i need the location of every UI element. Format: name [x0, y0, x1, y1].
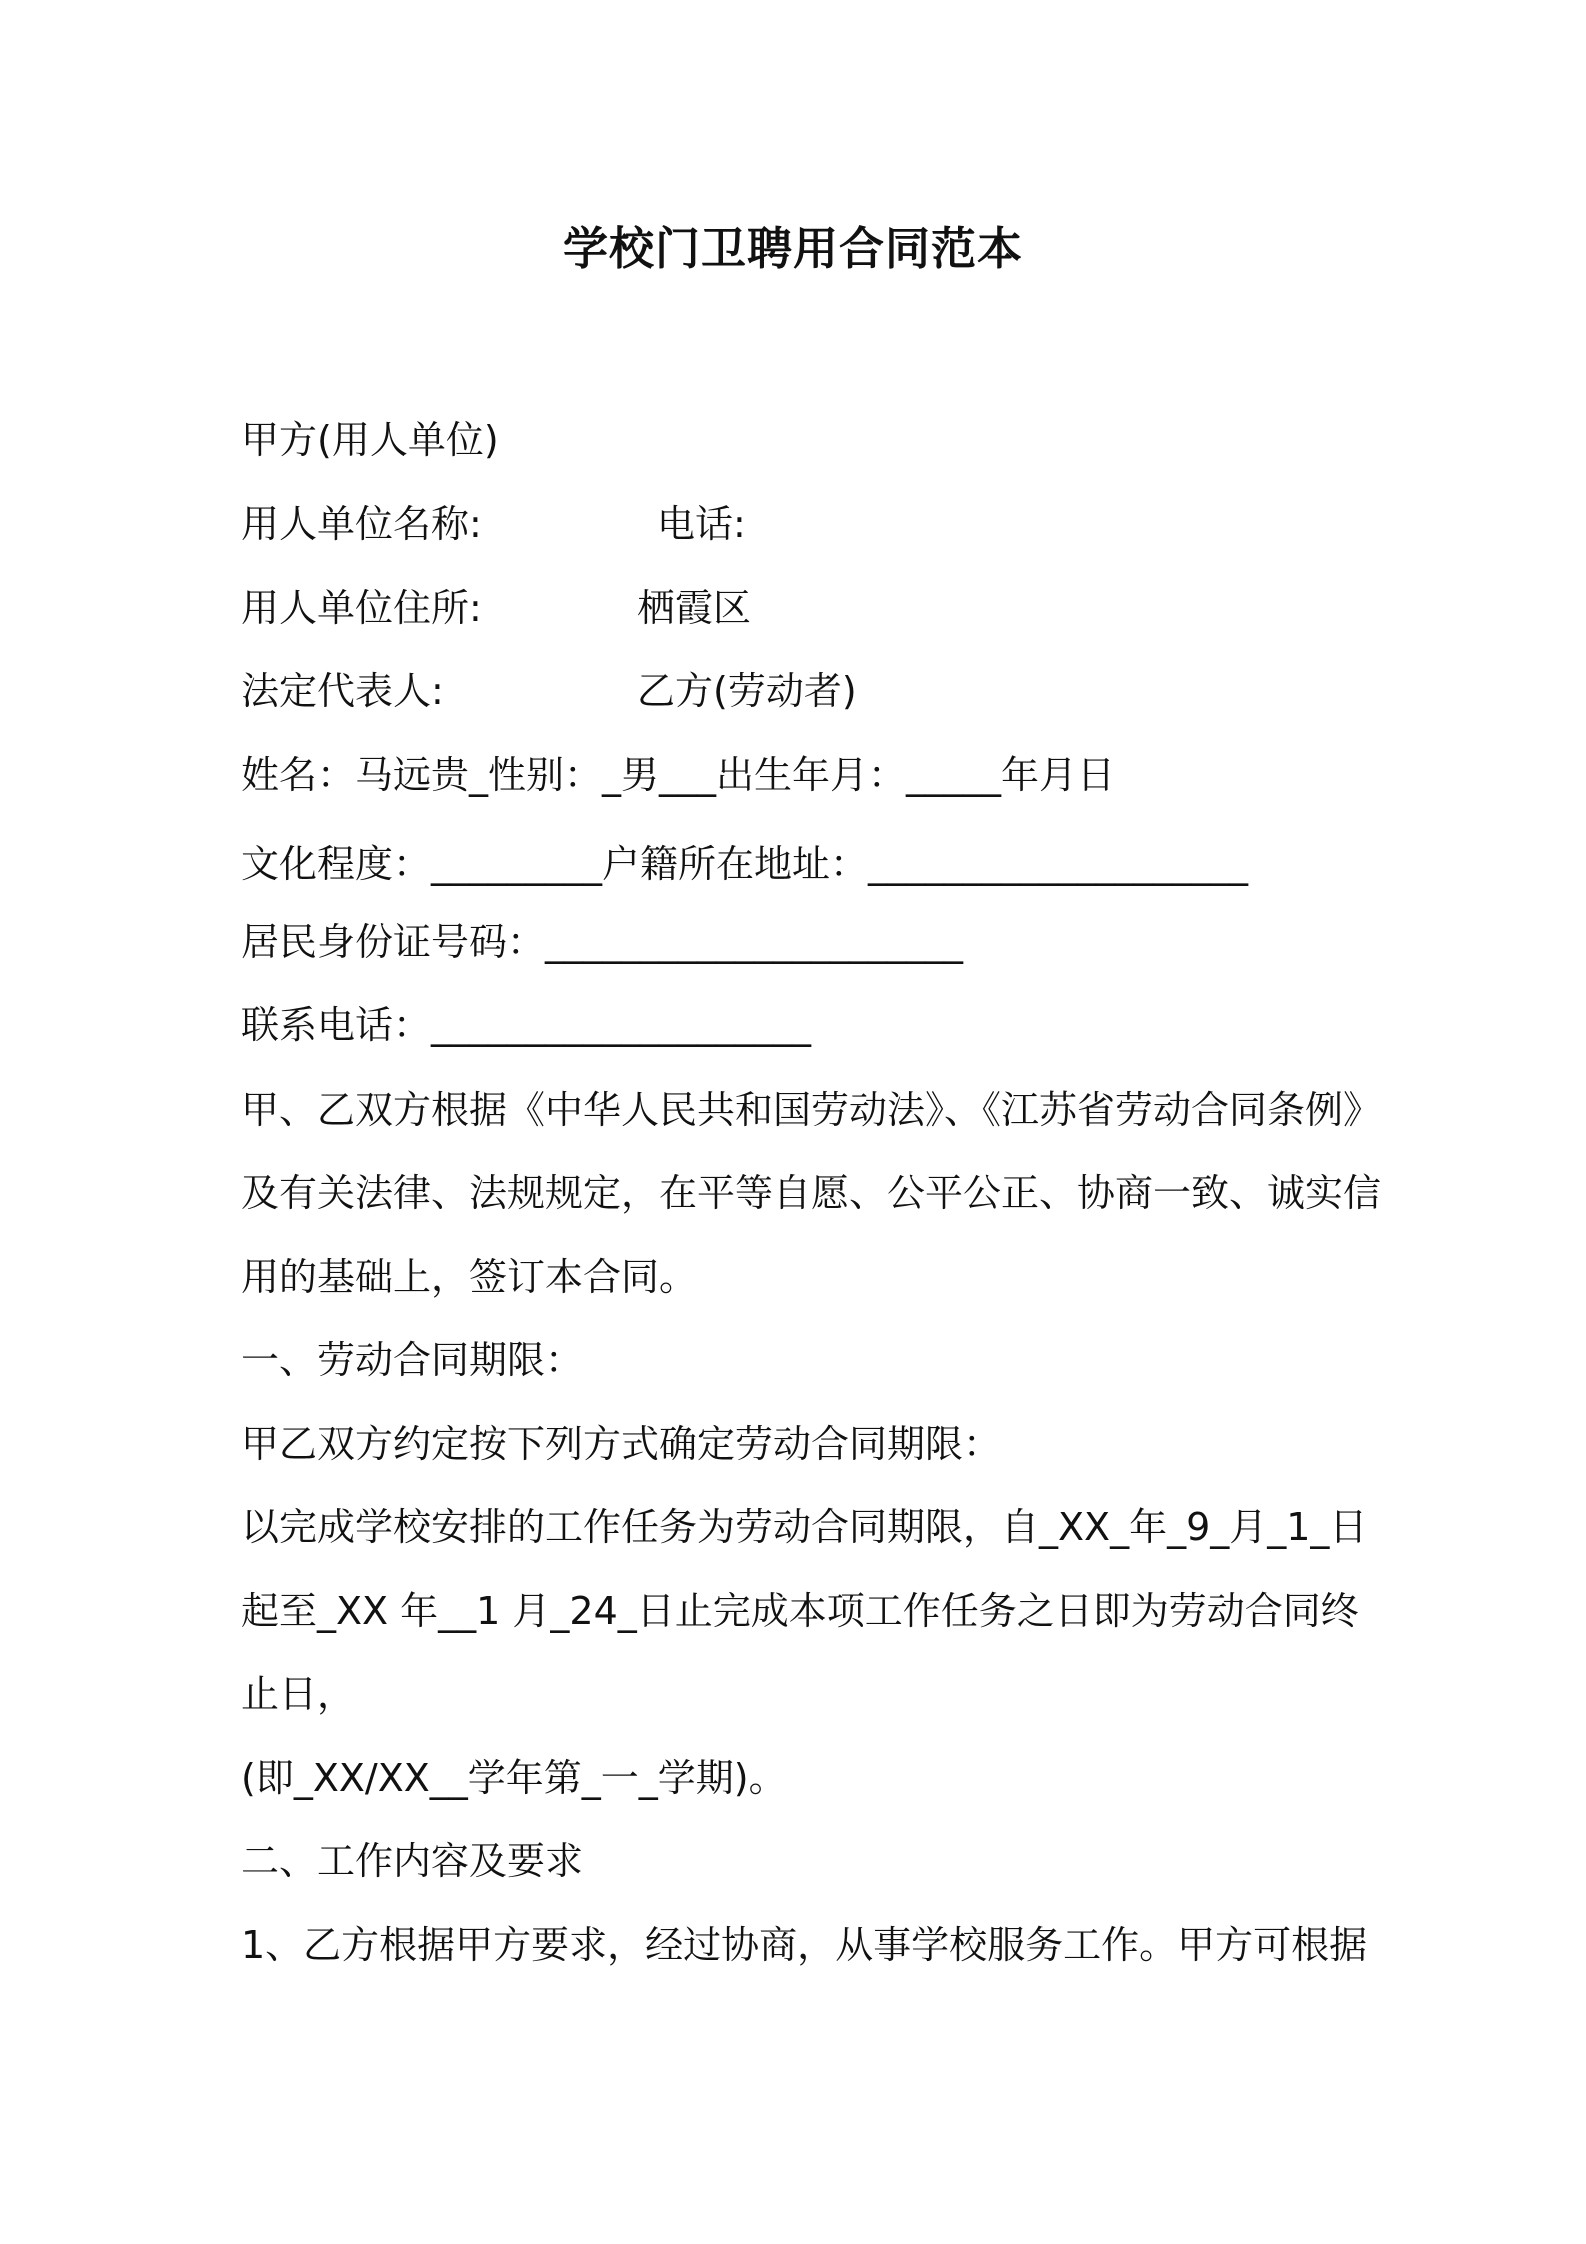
section-1-heading: 一、劳动合同期限：	[241, 1338, 584, 1382]
preamble-line-2: 及有关法律、法规规定，在平等自愿、公平公正、协商一致、诚实信	[241, 1171, 1382, 1215]
employer-address-label: 用人单位住所:	[241, 586, 482, 630]
section-1-line-4: 止日，	[241, 1672, 356, 1716]
section-1-line-3: 起至_XX 年__1 月_24_日止完成本项工作任务之日即为劳动合同终	[241, 1589, 1359, 1633]
preamble-line-3: 用的基础上，签订本合同。	[241, 1255, 698, 1299]
document-title: 学校门卫聘用合同范本	[562, 222, 1023, 275]
legal-rep-label: 法定代表人:	[241, 669, 444, 713]
id-number-line: 居民身份证号码：______________________	[241, 920, 964, 964]
section-1-line-5: (即_XX/XX__学年第_一_学期)。	[241, 1756, 787, 1800]
section-1-line-1: 甲乙双方约定按下列方式确定劳动合同期限：	[241, 1422, 1002, 1466]
section-1-line-2: 以完成学校安排的工作任务为劳动合同期限，自_XX_年_9_月_1_日	[241, 1505, 1368, 1549]
party-b-heading: 乙方(劳动者)	[637, 669, 857, 713]
section-2-line-1: 1、乙方根据甲方要求，经过协商，从事学校服务工作。甲方可根据	[241, 1923, 1368, 1967]
employer-address-value: 栖霞区	[637, 586, 752, 630]
contact-phone-line: 联系电话：____________________	[241, 1003, 812, 1047]
party-b-info-line: 姓名：马远贵_性别：_男___出生年月：_____年月日	[241, 753, 1116, 797]
employer-name-label: 用人单位名称:	[241, 502, 482, 546]
preamble-line-1: 甲、乙双方根据《中华人民共和国劳动法》、《江苏省劳动合同条例》	[241, 1088, 1382, 1132]
education-address-line: 文化程度：_________户籍所在地址：____________________	[241, 842, 1249, 886]
employer-phone-label: 电话:	[657, 502, 746, 546]
party-a-heading: 甲方(用人单位)	[241, 418, 499, 462]
section-2-heading: 二、工作内容及要求	[241, 1839, 584, 1883]
